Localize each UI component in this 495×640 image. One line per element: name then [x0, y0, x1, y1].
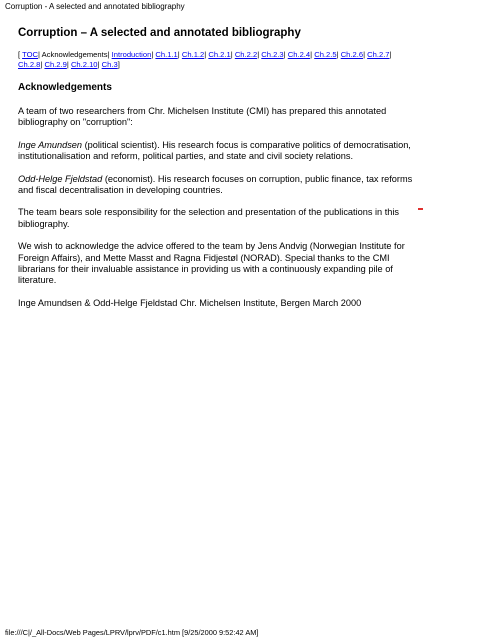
nav-close-bracket: ] — [117, 60, 120, 69]
nav-current-acknowledgements: Acknowledgements — [41, 50, 108, 59]
nav-link-ch-2-2[interactable]: Ch.2.2 — [234, 50, 258, 59]
intro-paragraph: A team of two researchers from Chr. Michelsen Institute (CMI) has prepared this annotated bibliography on "corruption": — [18, 106, 387, 128]
page-content — [18, 26, 414, 320]
author1-desc: (political scientist). His research focus is comparative politics of democratisation, institutionalisation and reform, political parties, and state and civil society relations. — [18, 139, 411, 162]
nav-links: Introduction| Ch.1.1| Ch.1.2| Ch.2.1| Ch.2.2| Ch.2.3| Ch.2.4| Ch.2.5| Ch.2.6| Ch.2.7| Ch.2.8| Ch.2.9| Ch.2.10| Ch.3 — [18, 50, 392, 69]
nav-link-ch-1-2[interactable]: Ch.1.2 — [181, 50, 205, 59]
nav-link-ch-2-6[interactable]: Ch.2.6 — [340, 50, 364, 59]
nav-link-ch-2-5[interactable]: Ch.2.5 — [314, 50, 337, 59]
author2-desc: (economist). His research focuses on corruption, public finance, tax reforms and fiscal decentralisation in developing countries. — [18, 173, 413, 196]
nav-link-ch-1-1[interactable]: Ch.1.1 — [155, 50, 178, 59]
nav-link-ch-2-1[interactable]: Ch.2.1 — [208, 50, 231, 59]
print-footer: file:///C|/_All-Docs/Web Pages/LPRV/lprv/PDF/c1.htm [9/25/2000 9:52:42 AM] — [5, 628, 259, 637]
author1-name: Inge Amundsen — [18, 139, 83, 150]
author1-paragraph — [18, 140, 414, 163]
print-header: Corruption - A selected and annotated bibliography — [5, 2, 185, 11]
nav-open-bracket: [ — [18, 50, 23, 59]
page-title: Corruption – A selected and annotated bibliography — [18, 27, 301, 39]
signature-paragraph: Inge Amundsen & Odd-Helge Fjeldstad Chr. Michelsen Institute, Bergen March 2000 — [18, 297, 362, 308]
nav-link-ch-2-7[interactable]: Ch.2.7 — [367, 50, 390, 59]
nav-link-ch-2-9[interactable]: Ch.2.9 — [44, 60, 67, 69]
responsibility-paragraph: The team bears sole responsibility for the selection and presentation of the publications in this bibliography. — [18, 207, 399, 229]
section-heading: Acknowledgements — [18, 82, 112, 93]
nav-link-toc[interactable]: TOC — [22, 50, 38, 59]
nav-link-ch-2-8[interactable]: Ch.2.8 — [18, 60, 41, 69]
author2-paragraph — [18, 174, 414, 197]
chapter-nav: [ TOC| Acknowledgements| Introduction| Ch.1.1| Ch.1.2| Ch.2.1| Ch.2.2| Ch.2.3| Ch.2.4| Ch.2.5| Ch.2.6| Ch.2.7| Ch.2.8| Ch.2.9| Ch.2.10| Ch.3] — [18, 50, 392, 69]
red-dash-mark — [418, 208, 423, 210]
nav-link-ch-2-10[interactable]: Ch.2.10 — [70, 60, 98, 69]
nav-link-ch-2-4[interactable]: Ch.2.4 — [287, 50, 311, 59]
author2-name: Odd-Helge Fjeldstad — [18, 173, 103, 184]
nav-link-ch-3[interactable]: Ch.3 — [101, 60, 118, 69]
nav-link-ch-2-3[interactable]: Ch.2.3 — [261, 50, 284, 59]
nav-link-introduction[interactable]: Introduction — [111, 50, 152, 59]
thanks-paragraph: We wish to acknowledge the advice offered to the team by Jens Andvig (Norwegian Institute for Foreign Affairs), and Mette Masst and Ragna Fidjestøl (NORAD). Special thanks to the CMI librarians for their invaluable assistance in providing us with a continuously expanding pile of literature. — [18, 241, 405, 286]
